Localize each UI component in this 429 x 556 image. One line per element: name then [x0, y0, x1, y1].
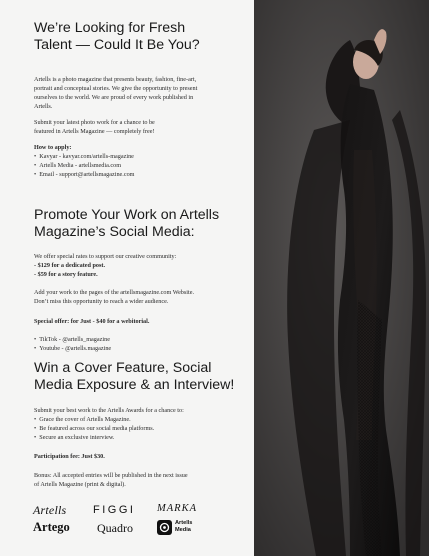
section1-title-line1: We’re Looking for Fresh — [34, 20, 186, 36]
artells-logo: Artells — [33, 503, 67, 517]
awards-item: • Be featured across our social media platforms. — [34, 425, 155, 432]
artells-media-logo-mark — [157, 520, 172, 535]
bonus-line2: of Artells Magazine (print & digital). — [34, 481, 126, 488]
section2-title — [34, 207, 219, 241]
intro-line1: Artells is a photo magazine that presents beauty, fashion, fine-art, — [34, 76, 197, 83]
quadro-logo: Quadro — [97, 521, 133, 535]
social-item: • Youtube - @artells.magazine — [34, 345, 112, 352]
bonus-line1: Bonus: All accepted entries will be published in the next issue — [34, 472, 188, 479]
figgi-logo: FIGGI — [93, 504, 136, 516]
section2-title-line2: Magazine’s Social Media: — [34, 224, 195, 240]
artells-media-line2: Media — [175, 527, 191, 533]
apply-item: • Kavyar - kavyar.com/artells-magazine — [34, 153, 134, 160]
awards-item-cover: Grace the cover of Artells Magazine. — [39, 416, 131, 423]
web-line1: Add your work to the pages of the artellsmagazine.com Website. — [34, 289, 195, 296]
artells-media-line1: Artells — [175, 520, 193, 526]
social-item: • TikTok - @artells_magazine — [34, 336, 110, 343]
apply-item: • Artells Media - artellsmedia.com — [34, 162, 122, 169]
artells-media-icon — [157, 520, 172, 535]
submit-line1: Submit your latest photo work for a chance to be — [34, 119, 155, 126]
section1-title — [34, 20, 200, 54]
awards-item: • Secure an exclusive interview. — [34, 434, 115, 441]
submit-line2: featured in Artells Magazine — completely free! — [34, 128, 155, 135]
web-line2: Don’t miss this opportunity to reach a wider audience. — [34, 298, 169, 305]
apply-item: • Email - support@artellsmagazine.com — [34, 171, 135, 178]
how-to-apply-heading: How to apply: — [34, 144, 72, 151]
artells-media-logo-text — [175, 520, 192, 534]
special-offer: Special offer: for Just - $40 for a webitorial. — [34, 318, 150, 325]
awards-item-interview: Secure an exclusive interview. — [39, 434, 115, 441]
section3-title-line1: Win a Cover Feature, Social — [34, 360, 212, 376]
intro-line3: ourselves to the world. We are proud of every work published in — [34, 94, 194, 101]
model-photo-illustration — [254, 0, 429, 556]
social-item-youtube[interactable]: Youtube - @artells.magazine — [39, 345, 112, 352]
participation-fee: Participation fee: Just $30. — [34, 453, 105, 460]
apply-item-email[interactable]: Email - support@artellsmagazine.com — [39, 171, 135, 178]
section3-title — [34, 360, 234, 394]
awards-intro: Submit your best work to the Artells Awards for a chance to: — [34, 407, 184, 414]
model-photo — [254, 0, 429, 556]
intro-line2: portrait and conceptual stories. We give the opportunity to present — [34, 85, 198, 92]
artego-logo: Artego — [33, 520, 70, 534]
social-item-tiktok[interactable]: TikTok - @artells_magazine — [39, 336, 110, 343]
awards-item: • Grace the cover of Artells Magazine. — [34, 416, 131, 423]
rate-story-feature: - $59 for a story feature. — [34, 271, 98, 278]
marka-logo: MARKA — [157, 503, 197, 514]
rates-intro: We offer special rates to support our creative community: — [34, 253, 177, 260]
awards-item-social: Be featured across our social media platforms. — [39, 425, 155, 432]
section1-title-line2: Talent — Could It Be You? — [34, 37, 200, 53]
apply-item-kavyar[interactable]: Kavyar - kavyar.com/artells-magazine — [39, 153, 134, 160]
apply-item-artells-media[interactable]: Artells Media - artellsmedia.com — [39, 162, 122, 169]
intro-line4: Artells. — [34, 103, 53, 110]
section2-title-line1: Promote Your Work on Artells — [34, 207, 220, 223]
section3-title-line2: Media Exposure & an Interview! — [34, 377, 235, 393]
rate-dedicated-post: - $129 for a dedicated post. — [34, 262, 106, 269]
